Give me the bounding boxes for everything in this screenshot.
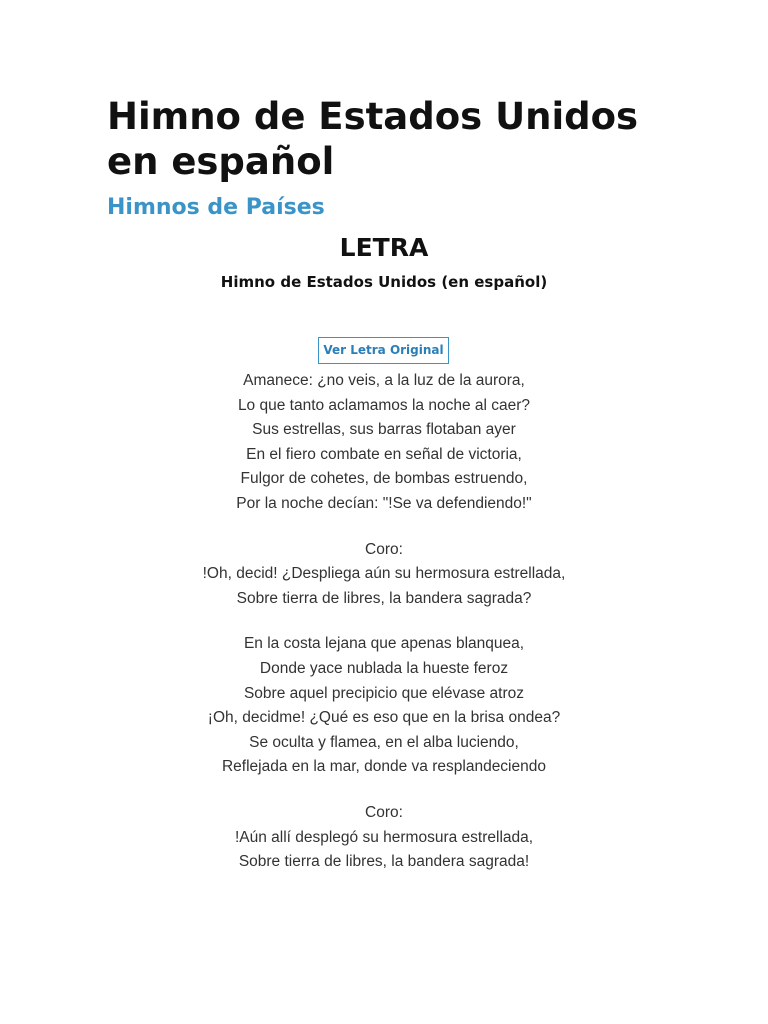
page-title-line-1: Himno de Estados Unidos (107, 95, 639, 138)
lyrics-line: Sobre tierra de libres, la bandera sagrada? (236, 589, 532, 607)
lyrics-line: Por la noche decían: "!Se va defendiendo!" (236, 494, 532, 512)
lyrics-line: ¡Oh, decidme! ¿Qué es eso que en la brisa ondea? (207, 709, 561, 727)
lyrics-body (0, 369, 768, 896)
lyrics-line: Coro: (365, 540, 403, 558)
lyrics-stanza (0, 632, 768, 780)
lyrics-line: !Aún allí desplegó su hermosura estrellada, (234, 828, 534, 846)
lyrics-stanza (0, 538, 768, 612)
page-title-line-2: en español (107, 140, 335, 183)
lyrics-line: Amanece: ¿no veis, a la luz de la aurora, (243, 372, 525, 389)
lyrics-line: Reflejada en la mar, donde va resplandeciendo (221, 758, 546, 776)
lyrics-line: Coro: (365, 803, 403, 821)
lyrics-stanza (0, 801, 768, 875)
category-link[interactable]: Himnos de Países (107, 195, 325, 220)
lyrics-subheading: Himno de Estados Unidos (en español) (220, 273, 548, 291)
lyrics-line: Lo que tanto aclamamos la noche al caer? (237, 396, 531, 414)
page-title (107, 94, 707, 184)
lyrics-line: Sus estrellas, sus barras flotaban ayer (252, 421, 516, 439)
view-original-lyrics-button[interactable]: Ver Letra Original (318, 337, 449, 364)
lyrics-line: En el fiero combate en señal de victoria, (246, 445, 522, 463)
section-heading: LETRA (339, 233, 429, 262)
lyrics-line: Fulgor de cohetes, de bombas estruendo, (240, 470, 528, 488)
lyrics-line: Se oculta y flamea, en el alba luciendo, (249, 733, 519, 751)
lyrics-line: Donde yace nublada la hueste feroz (259, 659, 509, 677)
lyrics-line: Sobre tierra de libres, la bandera sagrada! (238, 853, 530, 871)
lyrics-stanza (0, 369, 768, 517)
lyrics-line: En la costa lejana que apenas blanquea, (243, 635, 525, 653)
lyrics-line: Sobre aquel precipicio que elévase atroz (243, 684, 525, 702)
lyrics-line: !Oh, decid! ¿Despliega aún su hermosura estrellada, (202, 565, 566, 583)
